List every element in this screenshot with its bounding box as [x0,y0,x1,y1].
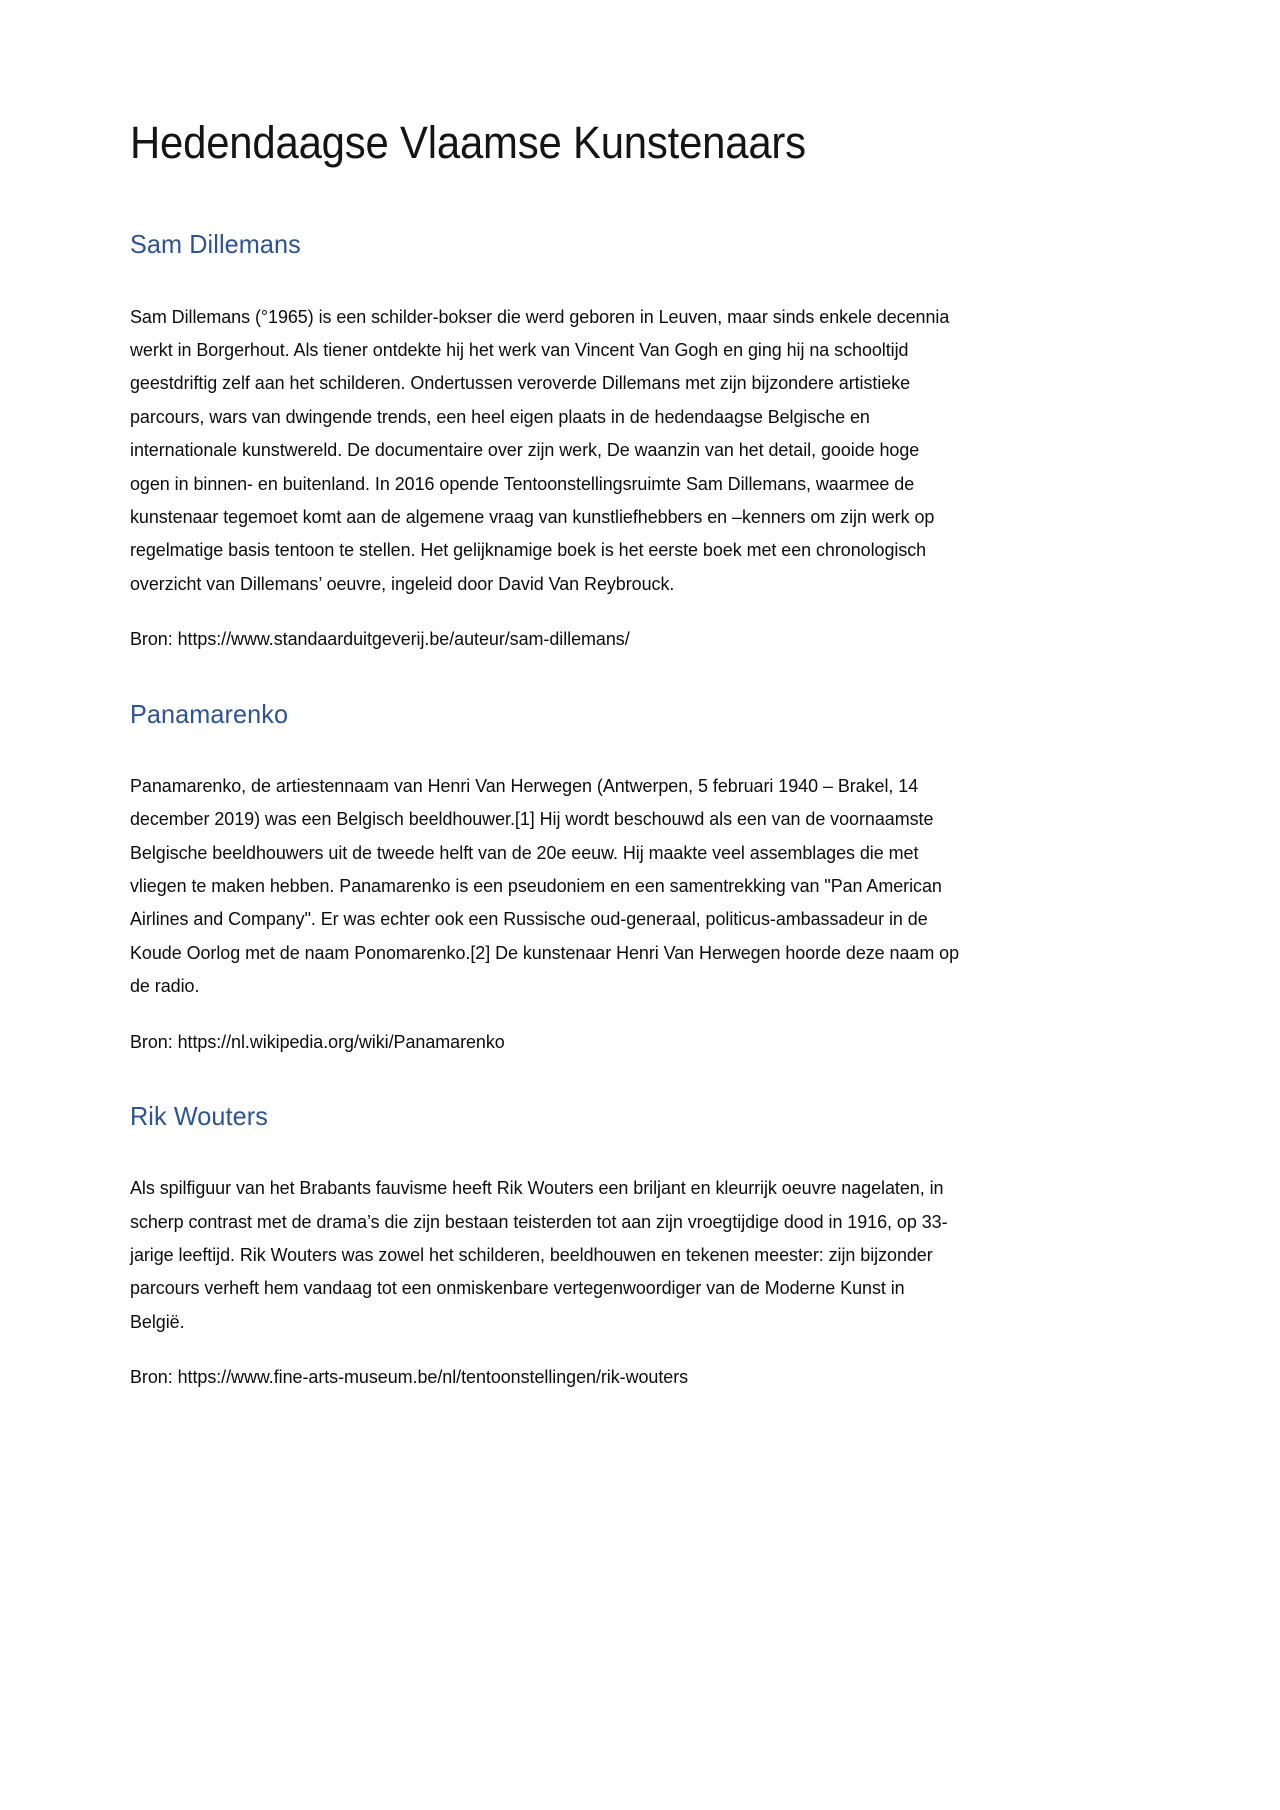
section-heading-sam-dillemans: Sam Dillemans [130,229,301,260]
section-paragraph-rik-wouters: Als spilfiguur van het Brabants fauvisme heeft Rik Wouters een briljant en kleurrijk oeuvre nagelaten, in scherp contrast met de drama’s die zijn bestaan teisterden tot aan zijn vroegtijdige dood in 1916, op 33-jarige leeftijd. Rik Wouters was zowel het schilderen, beeldhouwen en tekenen meester: zijn bijzonder parcours verheft hem vandaag tot een onmiskenbare vertegenwoordiger van de Moderne Kunst in België. [130,1177,948,1332]
section-paragraph-panamarenko: Panamarenko, de artiestennaam van Henri Van Herwegen (Antwerpen, 5 februari 1940 – Brakel, 14 december 2019) was een Belgisch beeldhouwer.[1] Hij wordt beschouwd als een van de voornaamste Belgische beeldhouwers uit de tweede helft van de 20e eeuw. Hij maakte veel assemblages die met vliegen te maken hebben. Panamarenko is een pseudoniem en een samentrekking van "Pan American Airlines and Company". Er was echter ook een Russische oud-generaal, politicus-ambassadeur in de Koude Oorlog met de naam Ponomarenko.[2] De kunstenaar Henri Van Herwegen hoorde deze naam op de radio. [130,774,960,997]
page-title: Hedendaagse Vlaamse Kunstenaars [130,117,806,168]
source-line-panamarenko: Bron: https://nl.wikipedia.org/wiki/Panamarenko [130,1030,505,1052]
source-line-sam-dillemans: Bron: https://www.standaarduitgeverij.be/auteur/sam-dillemans/ [130,628,630,650]
section-heading-rik-wouters: Rik Wouters [130,1101,268,1132]
section-heading-panamarenko: Panamarenko [130,698,289,729]
source-line-rik-wouters: Bron: https://www.fine-arts-museum.be/nl/tentoonstellingen/rik-wouters [130,1366,689,1388]
section-panamarenko [130,699,962,1058]
section-paragraph-sam-dillemans: Sam Dillemans (°1965) is een schilder-bokser die werd geboren in Leuven, maar sinds enkele decennia werkt in Borgerhout. Als tiener ontdekte hij het werk van Vincent Van Gogh en ging hij na schooltijd geestdriftig zelf aan het schilderen. Ondertussen veroverde Dillemans met zijn bijzondere artistieke parcours, wars van dwingende trends, een heel eigen plaats in de hedendaagse Belgische en internationale kunstwereld. De documentaire over zijn werk, De waanzin van het detail, gooide hoge ogen in binnen- en buitenland. In 2016 opende Tentoonstellingsruimte Sam Dillemans, waarmee de kunstenaar tegemoet komt aan de algemene vraag van kunstliefhebbers en –kenners om zijn werk op regelmatige basis tentoon te stellen. Het gelijknamige boek is het eerste boek met een chronologisch overzicht van Dillemans’ oeuvre, ingeleid door David Van Reybrouck. [130,305,950,594]
section-rik-wouters [130,1101,962,1394]
section-sam-dillemans [130,229,962,655]
document-body [130,0,962,1394]
